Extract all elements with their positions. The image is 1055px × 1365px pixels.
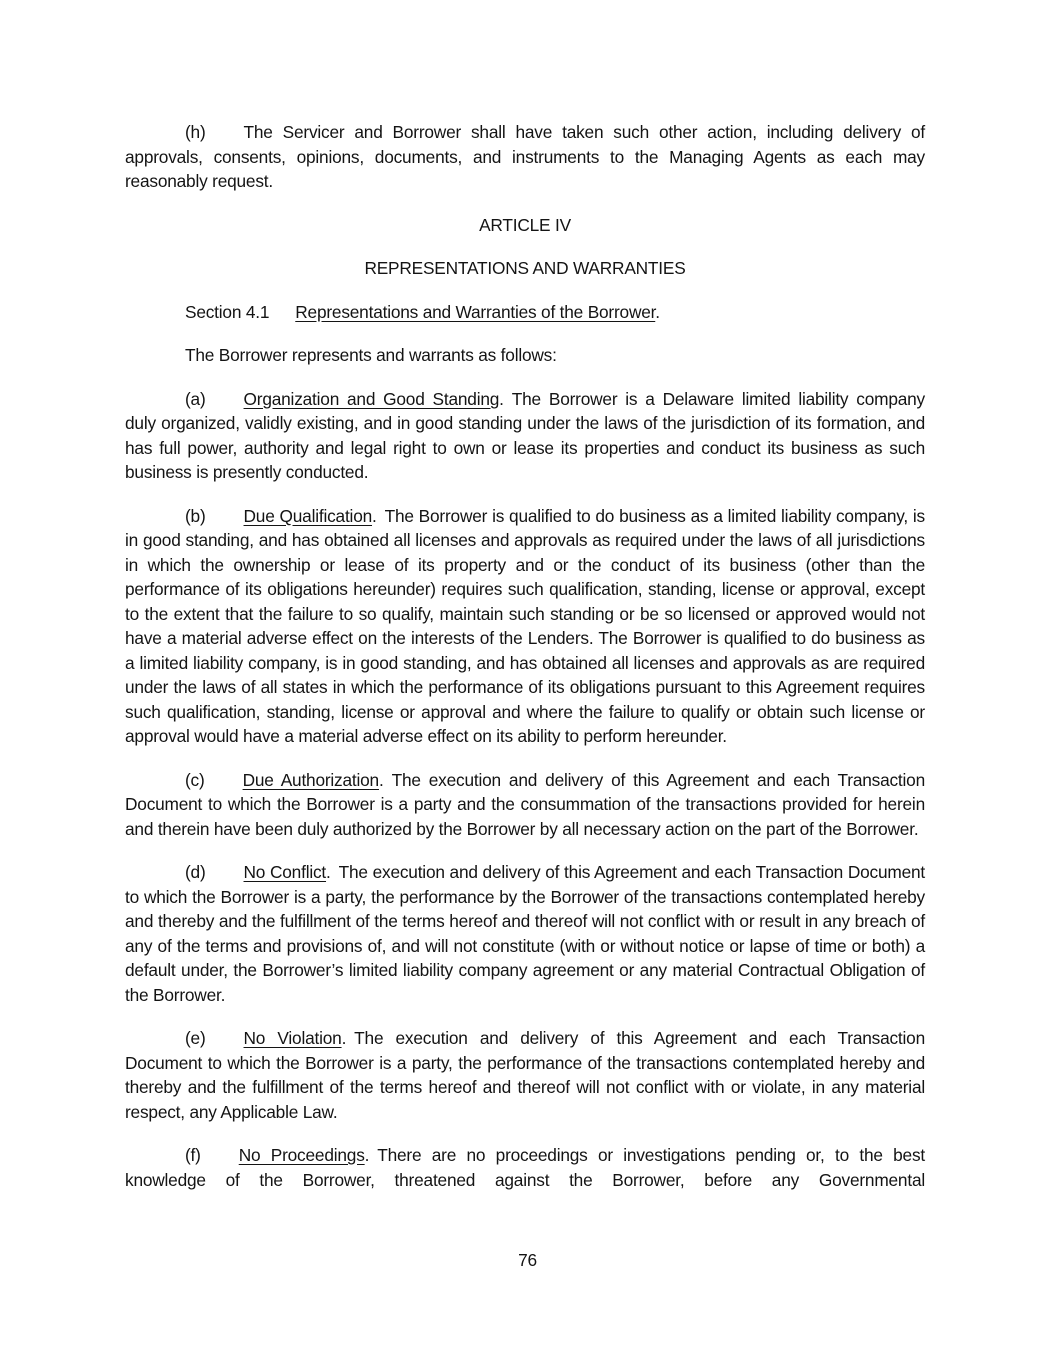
clause-paragraph-c	[125, 768, 925, 842]
clause-label: (c)	[185, 769, 205, 790]
clause-paragraph-d	[125, 860, 925, 1007]
clause-label: (b)	[185, 505, 206, 526]
intro-line	[125, 343, 925, 368]
preamble-clause-h	[125, 120, 925, 194]
clause-title-period: .	[372, 505, 377, 526]
clause-title-period: .	[341, 1028, 347, 1048]
clause-body: There are no proceedings or investigations pending or, to the best knowledge of the Borrower, threatened against the Borrower, before any Governmental	[125, 1145, 925, 1190]
clause-title: No Violation	[243, 1028, 342, 1048]
section-label: Section 4.1	[185, 301, 270, 322]
clause-paragraph-a	[125, 387, 925, 485]
clause-title-period: .	[378, 769, 384, 790]
clause-label: (e)	[185, 1028, 206, 1048]
document-page-content	[125, 120, 925, 1211]
clause-title: Due Authorization	[242, 769, 379, 790]
clause-body: The execution and delivery of this Agreement and each Transaction Document to which the Borrower is a party and the consummation of the transactions provided for herein and therein have been duly authorized by the Borrower by all necessary action on the part of the Borrower.	[125, 769, 925, 839]
clause-body: The execution and delivery of this Agreement and each Transaction Document to which the Borrower is a party, the performance by the Borrower of the transactions contemplated hereby and thereby and the fulfillment of the terms hereof and thereof will not conflict with or result in any breach of any of the terms and provisions of, and will not constitute (with or without notice or lapse of time or both) a default under, the Borrower’s limited liability company agreement or any material Contractual Obligation of the Borrower.	[125, 862, 925, 1005]
page-number: 76	[518, 1250, 537, 1270]
clause-body: The Borrower is qualified to do business as a limited liability company, is in good standing, and has obtained all licenses and approvals as required under the laws of all jurisdictions in which the ownership or lease of its property and or the conduct of its business (other than the performance of its obligations hereunder) requires such qualification, standing, license or approval, except to the extent that the failure to so qualify, maintain such standing or be so licensed or approved would not have a material adverse effect on the interests of the Lenders. The Borrower is qualified to do business as a limited liability company, is in good standing, and has obtained all licenses and approvals as are required under the laws of all states in which the performance of its obligations pursuant to this Agreement requires such qualification, standing, license or approval and where the failure to qualify or obtain such license or approval would have a material adverse effect on its ability to perform hereunder.	[125, 505, 925, 746]
clause-title: No Conflict	[243, 862, 327, 882]
section-title-period: .	[655, 301, 660, 322]
clause-title-period: .	[364, 1145, 370, 1165]
clause-label: (f)	[185, 1145, 201, 1165]
clause-body: The Borrower is a Delaware limited liability company duly organized, validly existing, and in good standing under the laws of the jurisdiction of its formation, and has full power, authority and legal right to own or lease its properties and conduct its business as such business is presently conducted.	[125, 388, 926, 482]
clause-body: The Servicer and Borrower shall have taken such other action, including delivery of approvals, consents, opinions, documents, and instruments to the Managing Agents as each may reasonably request.	[125, 122, 925, 191]
clause-title: No Proceedings	[238, 1145, 365, 1165]
clause-body: The execution and delivery of this Agreement and each Transaction Document to which the Borrower is a party, the performance of the transactions contemplated hereby and thereby and the fulfillment of the terms hereof and thereof will not conflict with or violate, in any material respect, any Applicable Law.	[125, 1028, 925, 1122]
clause-title-period: .	[499, 388, 504, 409]
intro-text: The Borrower represents and warrants as follows:	[185, 345, 557, 365]
clause-paragraph-f	[125, 1143, 925, 1192]
article-heading: ARTICLE IV	[479, 214, 571, 235]
article-subheading: REPRESENTATIONS AND WARRANTIES	[364, 258, 686, 278]
clause-label: (a)	[185, 388, 206, 409]
clause-paragraph-b	[125, 504, 925, 749]
clause-label: (d)	[185, 862, 206, 882]
section-title: Representations and Warranties of the Borrower	[295, 301, 656, 322]
clause-title: Due Qualification	[243, 505, 373, 526]
clause-title-period: .	[326, 862, 331, 882]
clause-label: (h)	[185, 122, 206, 142]
clause-title: Organization and Good Standing	[243, 388, 500, 409]
section-heading-line	[125, 300, 925, 325]
clause-paragraph-e	[125, 1026, 925, 1124]
